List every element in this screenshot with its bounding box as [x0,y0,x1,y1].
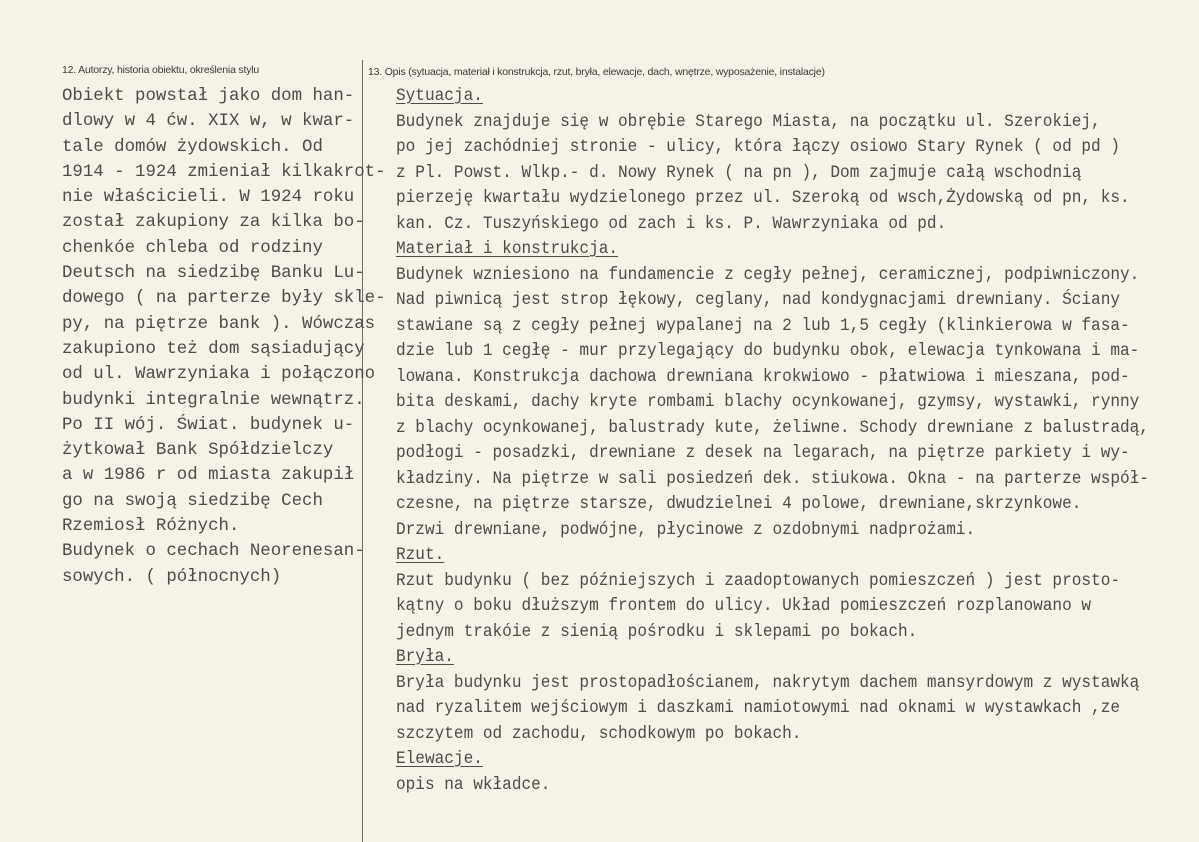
history-text-line: został zakupiony za kilka bo- [62,213,365,233]
section-heading: Rzut. [396,546,445,565]
section-heading: Sytuacja. [396,87,483,106]
description-text-line: Drzwi drewniane, podwójne, płycinowe z ozdobnymi nadprożami. [396,520,976,540]
description-text-line: po jej zachódniej stronie - ulicy, która łączy osiowo Stary Rynek ( od pd ) [396,138,1121,157]
section-heading: Elewacje. [396,750,483,769]
history-text-line: chenkóe chleba od rodziny [62,238,323,258]
history-text-line: Deutsch na siedzibę Banku Lu- [62,264,365,284]
description-text-line: kątny o boku dłuższym frontem do ulicy. Układ pomieszczeń rozplanowano w [396,597,1092,616]
description-text-line: Budynek znajduje się w obrębie Starego Miasta, na początku ul. Szerokiej, [396,112,1101,132]
description-text-line: Bryła budynku jest prostopadłościanem, nakrytym dachem mansyrdowym z wystawką [396,673,1140,693]
description-text-column [396,84,1149,798]
description-text-line: z blachy ocynkowanej, balustrady kute, żeliwne. Schody drewniane z balustradą, [396,418,1149,438]
description-text-line: pierzeję kwartału wydzielonego przez ul. Szeroką od wsch,Żydowską od pn, ks. [396,189,1130,208]
history-text-line: budynki integralnie wewnątrz. [62,390,365,410]
description-text-line: Budynek wzniesiono na fundamencie z cegły pełnej, ceramicznej, podpiwniczony. [396,265,1140,285]
description-text-line: opis na wkładce. [396,775,551,795]
history-text-line: dowego ( na parterze były skle- [62,289,386,309]
history-text-line: zakupiono też dom sąsiadujący [62,339,365,359]
description-text-line: Rzut budynku ( bez późniejszych i zaadoptowanych pomieszczeń ) jest prosto- [396,571,1121,591]
description-text-line: jednym trakóie z sienią pośrodku i sklepami po bokach. [396,622,918,642]
history-text-line: Obiekt powstał jako dom han- [62,87,355,106]
history-text-line: a w 1986 r od miasta zakupił [62,466,355,486]
history-text-line: od ul. Wawrzyniaka i połączono [62,365,376,385]
history-text-line: dlowy w 4 ćw. XIX w, w kwar- [62,112,355,132]
section-13-header: 13. Opis (sytuacja, materiał i konstrukcja, rzut, bryła, elewacje, dach, wnętrze, wyposażenie, instalacje) [368,66,825,78]
description-text-line: z Pl. Powst. Wlkp.- d. Nowy Rynek ( na pn ), Dom zajmuje całą wschodnią [396,163,1082,183]
description-text-line: podłogi - posadzki, drewniane z desek na legarach, na piętrze parkiety i wy- [396,444,1130,463]
description-text-line: szczytem od zachodu, schodkowym po bokach. [396,724,802,744]
history-text-line: żytkował Bank Spółdzielczy [62,441,334,461]
description-text-line: Nad piwnicą jest strop łękowy, ceglany, nad kondygnacjami drewniany. Ściany [396,291,1121,310]
history-text-line: Rzemiosł Różnych. [62,517,240,537]
section-heading: Bryła. [396,648,454,667]
history-text-line: 1914 - 1924 zmieniał kilkakrot- [62,162,386,182]
description-text-line: kładziny. Na piętrze w sali posiedzeń dek. stiukowa. Okna - na parterze współ- [396,469,1149,489]
history-text-line: go na swoją siedzibę Cech [62,491,323,511]
history-text-line: sowych. ( północnych) [62,567,282,587]
description-text-line: nad ryzalitem wejściowym i daszkami namiotowymi nad oknami w wystawkach ,ze [396,699,1121,718]
description-text-line: bita deskami, dachy kryte rombami blachy ocynkowanej, gzymsy, wystawki, rynny [396,393,1140,412]
description-text-line: kan. Cz. Tuszyńskiego od zach i ks. P. Wawrzyniaka od pd. [396,214,947,234]
history-text-line: Po II wój. Świat. budynek u- [62,415,355,435]
section-12-header: 12. Autorzy, historia obiektu, określenia stylu [62,64,260,76]
history-text-line: nie właścicieli. W 1924 roku [62,188,355,208]
history-text-line: tale domów żydowskich. Od [62,137,323,157]
section-heading: Materiał i konstrukcja. [396,240,619,259]
description-text-line: czesne, na piętrze starsze, dwudzielnei 4 polowe, drewniane,skrzynkowe. [396,495,1082,514]
description-text-line: stawiane są z cegły pełnej wypalanej na 2 lub 1,5 cegły (klinkierowa w fasa- [396,316,1130,336]
history-text-line: py, na piętrze bank ). Wówczas [62,314,376,334]
description-text-line: dzie lub 1 cegłę - mur przylegający do budynku obok, elewacja tynkowana i ma- [396,342,1140,361]
history-text-line: Budynek o cechach Neorenesan- [62,542,365,562]
history-text-column [62,84,386,590]
description-text-line: lowana. Konstrukcja dachowa drewniana krokwiowo - płatwiowa i mieszana, pod- [396,367,1130,387]
